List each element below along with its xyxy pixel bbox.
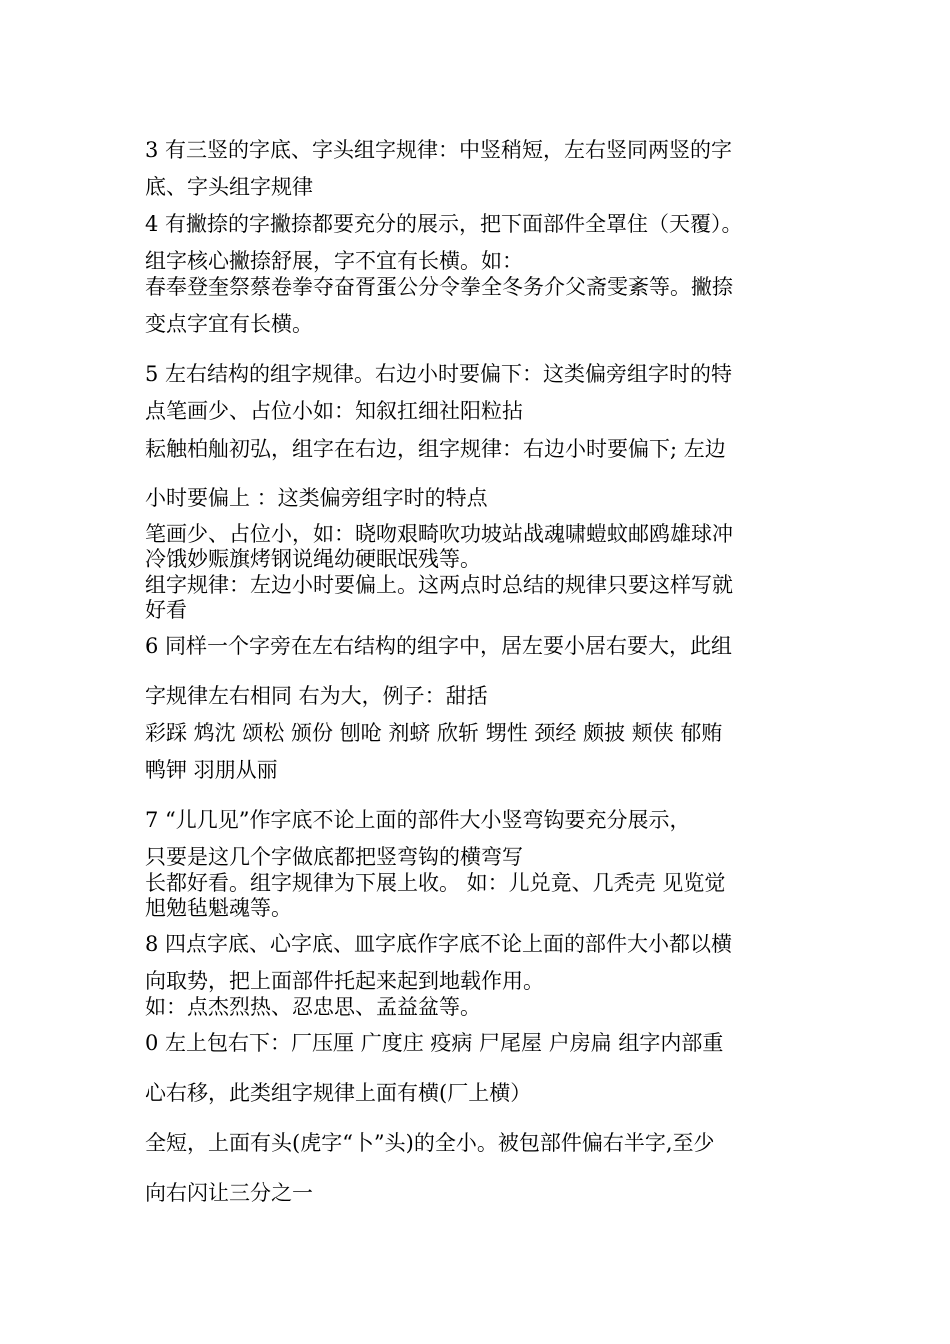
text-line: 8 四点字底、心字底、皿字底作字底不论上面的部件大小都以横 bbox=[145, 932, 733, 956]
text-line: 7 “儿几见”作字底不论上面的部件大小竖弯钩要充分展示， bbox=[145, 808, 691, 832]
text-line: 0 左上包右下：厂压厘 广度庄 疫病 尸尾屋 户房扁 组字内部重 bbox=[145, 1031, 724, 1055]
text-line: 5 左右结构的组字规律。右边小时要偏下：这类偏旁组字时的特 bbox=[145, 362, 733, 386]
text-line: 旭勉毡魁魂等。 bbox=[145, 896, 292, 920]
text-line: 好看 bbox=[145, 598, 187, 622]
text-line: 冷饿妙赈旗烤钢说绳幼硬眠氓残等。 bbox=[145, 547, 481, 571]
text-line: 组字核心撇捺舒展，字不宜有长横。如： bbox=[145, 249, 523, 273]
text-line: 全短，上面有头(虎字“卜”头)的全小。被包部件偏右半字,至少 bbox=[145, 1131, 715, 1155]
text-line: 字规律左右相同 右为大，例子：甜括 bbox=[145, 684, 488, 708]
text-line: 心右移，此类组字规律上面有横(厂上横） bbox=[145, 1081, 532, 1105]
text-line: 耘触柏舢初弘，组字在右边，组字规律：右边小时要偏下; 左边 bbox=[145, 437, 726, 461]
text-line: 长都好看。组字规律为下展上收。 如：儿兑竟、几秃壳 见览觉 bbox=[145, 871, 726, 895]
text-line: 4 有撇捺的字撇捺都要充分的展示，把下面部件全罩住（天覆）。 bbox=[145, 212, 743, 236]
text-line: 向右闪让三分之一 bbox=[145, 1181, 313, 1205]
text-line: 春奉登奎祭蔡卷拳夺奋胥蛋公分令拳全冬务介父斋雯紊等。撇捺 bbox=[145, 275, 733, 299]
text-line: 6 同样一个字旁在左右结构的组字中，居左要小居右要大，此组 bbox=[145, 634, 733, 658]
text-line: 如：点杰烈热、忍忠思、孟益盆等。 bbox=[145, 995, 481, 1019]
text-line: 小时要偏上 ：这类偏旁组字时的特点 bbox=[145, 486, 488, 510]
text-line: 鸭钾 羽朋从丽 bbox=[145, 758, 278, 782]
text-line: 3 有三竖的字底、字头组字规律：中竖稍短，左右竖同两竖的字 bbox=[145, 138, 733, 162]
text-line: 点笔画少、占位小如：知叙扛细社阳粒拈 bbox=[145, 399, 523, 423]
text-line: 笔画少、占位小，如：晓吻艰畸吹功坡站战魂啸螘蚊邮鸥雄球冲 bbox=[145, 522, 733, 546]
text-line: 底、字头组字规律 bbox=[145, 175, 313, 199]
text-line: 变点字宜有长横。 bbox=[145, 312, 313, 336]
text-line: 彩踩 鸩沈 颂松 颁份 刨呛 剂蛴 欣斩 甥性 颈经 颇披 颊侠 郁贿 bbox=[145, 721, 723, 745]
text-line: 组字规律：左边小时要偏上。这两点时总结的规律只要这样写就 bbox=[145, 573, 733, 597]
text-line: 向取势，把上面部件托起来起到地载作用。 bbox=[145, 969, 544, 993]
text-line: 只要是这几个字做底都把竖弯钩的横弯写 bbox=[145, 845, 523, 869]
